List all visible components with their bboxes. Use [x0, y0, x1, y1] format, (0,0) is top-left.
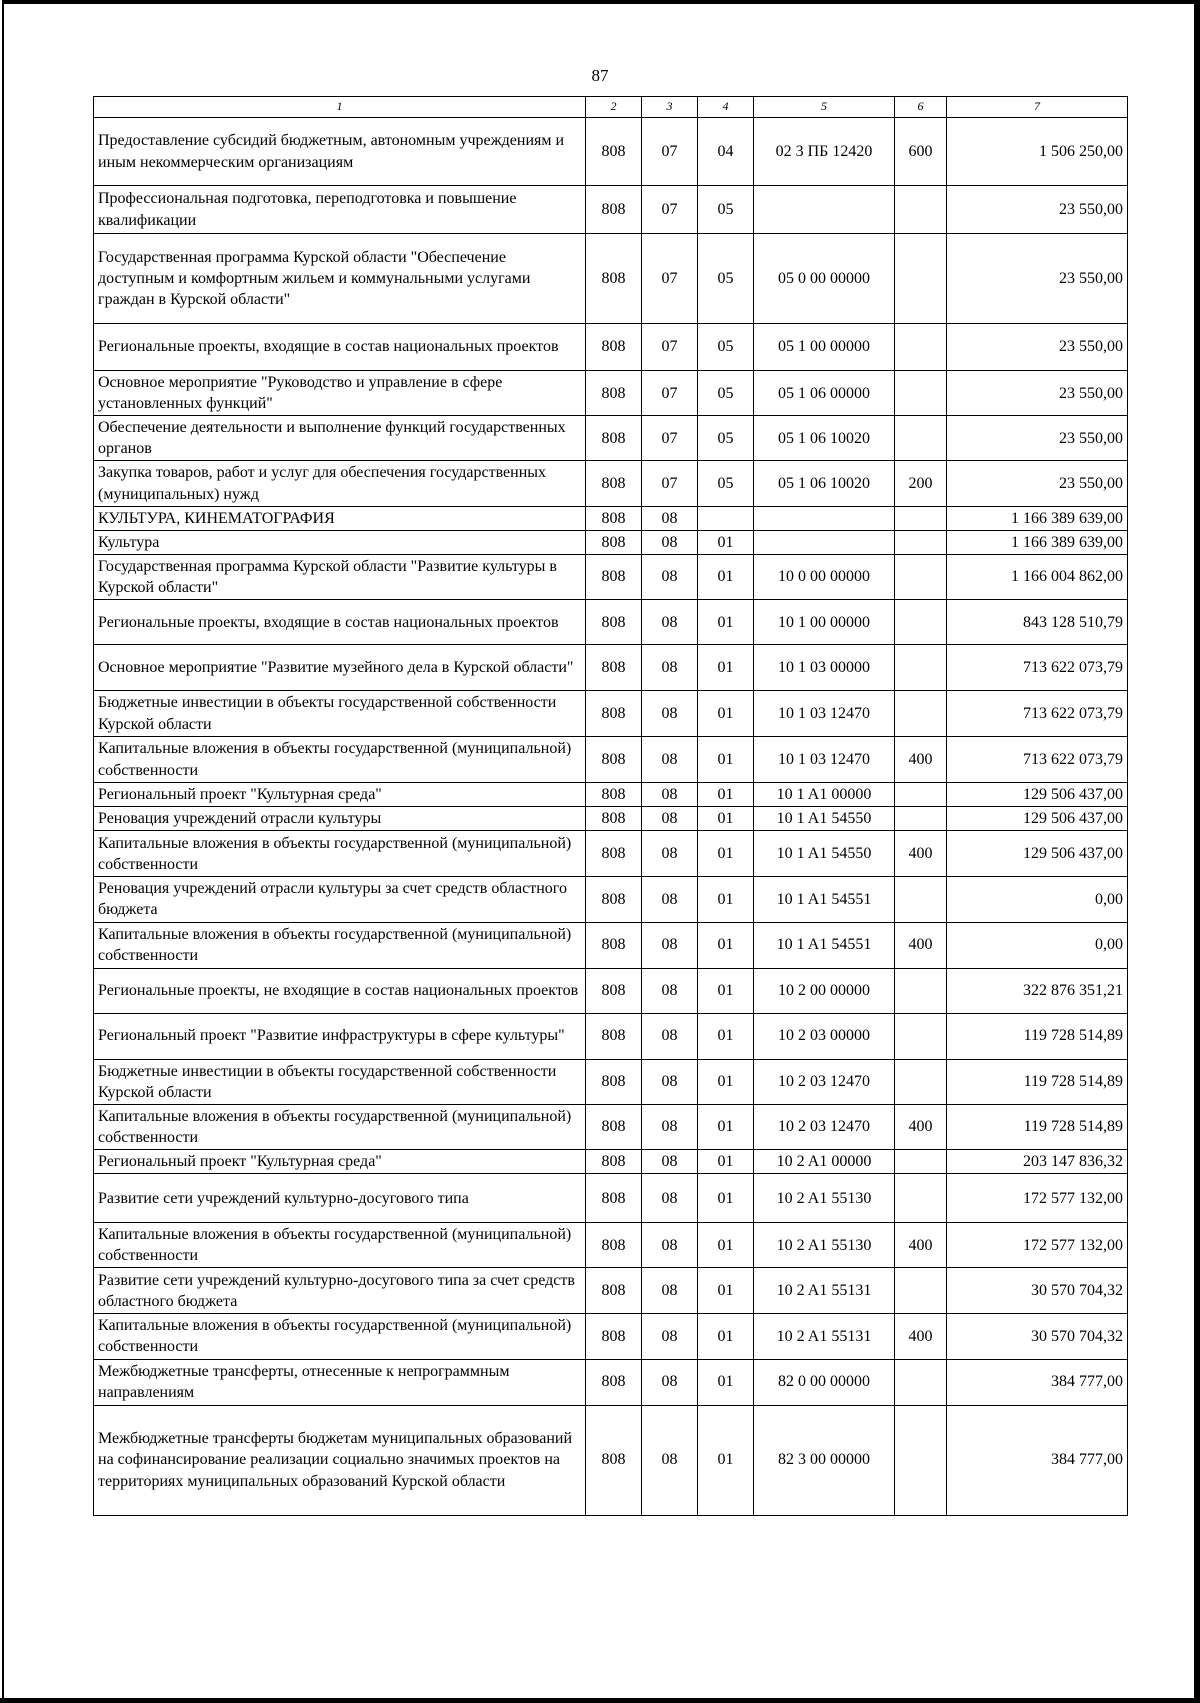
row-target-article: 10 2 03 12470: [754, 1059, 895, 1104]
column-header: 7: [947, 97, 1128, 118]
table-row: [94, 1149, 1128, 1173]
row-name: Капитальные вложения в объекты государственной (муниципальной) собственности: [94, 1314, 586, 1359]
row-subsection-code: 01: [698, 922, 754, 968]
row-subsection-code: 05: [698, 371, 754, 416]
table-row: [94, 877, 1128, 922]
row-name: Обеспечение деятельности и выполнение функций государственных органов: [94, 416, 586, 461]
row-amount: 119 728 514,89: [947, 1013, 1128, 1059]
row-section-code: 08: [642, 1174, 698, 1223]
row-amount: 1 166 389 639,00: [947, 530, 1128, 554]
row-expense-type: 400: [895, 1314, 947, 1359]
row-target-article: 82 0 00 00000: [754, 1359, 895, 1405]
row-name: Предоставление субсидий бюджетным, автономным учреждениям и иным некоммерческим организациям: [94, 118, 586, 186]
row-name: Основное мероприятие "Развитие музейного дела в Курской области": [94, 645, 586, 691]
column-header: 5: [754, 97, 895, 118]
row-grbs-code: 808: [586, 506, 642, 530]
row-grbs-code: 808: [586, 1268, 642, 1314]
row-section-code: 08: [642, 1223, 698, 1268]
row-grbs-code: 808: [586, 645, 642, 691]
table-row: [94, 461, 1128, 506]
row-name: КУЛЬТУРА, КИНЕМАТОГРАФИЯ: [94, 506, 586, 530]
table-row: [94, 737, 1128, 783]
row-target-article: [754, 530, 895, 554]
column-header: 6: [895, 97, 947, 118]
column-header: 2: [586, 97, 642, 118]
row-section-code: 08: [642, 691, 698, 737]
row-grbs-code: 808: [586, 371, 642, 416]
row-subsection-code: 01: [698, 1314, 754, 1359]
column-header: 3: [642, 97, 698, 118]
row-section-code: 08: [642, 645, 698, 691]
row-expense-type: [895, 600, 947, 645]
row-section-code: 08: [642, 877, 698, 922]
row-target-article: 10 1 A1 54550: [754, 831, 895, 877]
row-name: Капитальные вложения в объекты государственной (муниципальной) собственности: [94, 831, 586, 877]
row-section-code: 08: [642, 554, 698, 599]
row-grbs-code: 808: [586, 691, 642, 737]
row-expense-type: [895, 877, 947, 922]
table-row: [94, 554, 1128, 599]
scan-border-right: [1194, 0, 1200, 1703]
row-expense-type: [895, 783, 947, 807]
row-expense-type: 400: [895, 1223, 947, 1268]
row-grbs-code: 808: [586, 783, 642, 807]
row-expense-type: [895, 1013, 947, 1059]
row-amount: 843 128 510,79: [947, 600, 1128, 645]
row-subsection-code: 01: [698, 1223, 754, 1268]
row-amount: 30 570 704,32: [947, 1314, 1128, 1359]
row-grbs-code: 808: [586, 530, 642, 554]
row-subsection-code: 05: [698, 461, 754, 506]
row-name: Развитие сети учреждений культурно-досугового типа за счет средств областного бюджета: [94, 1268, 586, 1314]
column-header: 4: [698, 97, 754, 118]
row-target-article: 10 2 03 00000: [754, 1013, 895, 1059]
row-subsection-code: 01: [698, 783, 754, 807]
row-section-code: 08: [642, 831, 698, 877]
row-target-article: [754, 186, 895, 234]
row-expense-type: 400: [895, 1104, 947, 1149]
row-subsection-code: 01: [698, 530, 754, 554]
row-subsection-code: 01: [698, 691, 754, 737]
table-row: [94, 1059, 1128, 1104]
row-subsection-code: 01: [698, 737, 754, 783]
row-name: Региональный проект "Развитие инфраструктуры в сфере культуры": [94, 1013, 586, 1059]
row-amount: 129 506 437,00: [947, 783, 1128, 807]
row-target-article: 05 1 00 00000: [754, 324, 895, 371]
row-expense-type: [895, 554, 947, 599]
row-name: Региональный проект "Культурная среда": [94, 783, 586, 807]
row-subsection-code: 01: [698, 1013, 754, 1059]
table-row: [94, 371, 1128, 416]
row-name: Межбюджетные трансферты бюджетам муниципальных образований на софинансирование реализации социально значимых проектов на территориях муниципальных образований Курской области: [94, 1405, 586, 1515]
row-grbs-code: 808: [586, 1405, 642, 1515]
row-target-article: 05 1 06 10020: [754, 416, 895, 461]
row-name: Капитальные вложения в объекты государственной (муниципальной) собственности: [94, 737, 586, 783]
row-name: Региональные проекты, не входящие в состав национальных проектов: [94, 968, 586, 1013]
row-amount: 119 728 514,89: [947, 1104, 1128, 1149]
row-target-article: 10 1 A1 54550: [754, 807, 895, 831]
row-section-code: 08: [642, 737, 698, 783]
row-target-article: 82 3 00 00000: [754, 1405, 895, 1515]
budget-table: [93, 96, 1128, 1516]
table-row: [94, 1223, 1128, 1268]
table-row: [94, 922, 1128, 968]
row-name: Бюджетные инвестиции в объекты государственной собственности Курской области: [94, 1059, 586, 1104]
row-subsection-code: 01: [698, 600, 754, 645]
row-subsection-code: 04: [698, 118, 754, 186]
row-amount: 129 506 437,00: [947, 807, 1128, 831]
row-section-code: 07: [642, 461, 698, 506]
row-amount: 713 622 073,79: [947, 737, 1128, 783]
row-target-article: 10 2 A1 55131: [754, 1314, 895, 1359]
row-grbs-code: 808: [586, 1359, 642, 1405]
row-section-code: 07: [642, 118, 698, 186]
table-row: [94, 234, 1128, 324]
row-subsection-code: 01: [698, 645, 754, 691]
row-amount: 384 777,00: [947, 1359, 1128, 1405]
row-subsection-code: 01: [698, 831, 754, 877]
row-grbs-code: 808: [586, 807, 642, 831]
table-row: [94, 506, 1128, 530]
row-target-article: 10 2 A1 55131: [754, 1268, 895, 1314]
row-amount: 0,00: [947, 877, 1128, 922]
row-section-code: 07: [642, 416, 698, 461]
scan-border-top: [2, 0, 1198, 4]
row-expense-type: [895, 1059, 947, 1104]
row-section-code: 08: [642, 1013, 698, 1059]
row-expense-type: [895, 1405, 947, 1515]
row-expense-type: [895, 645, 947, 691]
row-expense-type: 400: [895, 922, 947, 968]
row-amount: 384 777,00: [947, 1405, 1128, 1515]
row-subsection-code: 01: [698, 877, 754, 922]
row-grbs-code: 808: [586, 600, 642, 645]
row-section-code: 08: [642, 506, 698, 530]
row-subsection-code: 01: [698, 1059, 754, 1104]
row-name: Региональный проект "Культурная среда": [94, 1149, 586, 1173]
row-amount: 129 506 437,00: [947, 831, 1128, 877]
column-header: 1: [94, 97, 586, 118]
row-name: Капитальные вложения в объекты государственной (муниципальной) собственности: [94, 1223, 586, 1268]
row-expense-type: [895, 416, 947, 461]
table-row: [94, 600, 1128, 645]
row-amount: 23 550,00: [947, 234, 1128, 324]
row-target-article: 10 1 A1 54551: [754, 922, 895, 968]
row-amount: 1 166 004 862,00: [947, 554, 1128, 599]
table-row: [94, 118, 1128, 186]
row-subsection-code: 05: [698, 186, 754, 234]
row-subsection-code: [698, 506, 754, 530]
row-subsection-code: 01: [698, 1268, 754, 1314]
row-subsection-code: 01: [698, 807, 754, 831]
row-subsection-code: 01: [698, 554, 754, 599]
row-section-code: 08: [642, 968, 698, 1013]
row-amount: 203 147 836,32: [947, 1149, 1128, 1173]
row-target-article: 05 1 06 10020: [754, 461, 895, 506]
row-target-article: 05 1 06 00000: [754, 371, 895, 416]
row-grbs-code: 808: [586, 1314, 642, 1359]
row-expense-type: [895, 371, 947, 416]
row-subsection-code: 01: [698, 1405, 754, 1515]
row-amount: 23 550,00: [947, 371, 1128, 416]
row-section-code: 08: [642, 1268, 698, 1314]
row-amount: 30 570 704,32: [947, 1268, 1128, 1314]
row-expense-type: 400: [895, 737, 947, 783]
row-name: Капитальные вложения в объекты государственной (муниципальной) собственности: [94, 1104, 586, 1149]
row-amount: 172 577 132,00: [947, 1223, 1128, 1268]
row-amount: 0,00: [947, 922, 1128, 968]
row-target-article: 02 3 ПБ 12420: [754, 118, 895, 186]
row-expense-type: [895, 234, 947, 324]
table-row: [94, 186, 1128, 234]
row-amount: 119 728 514,89: [947, 1059, 1128, 1104]
row-grbs-code: 808: [586, 1104, 642, 1149]
row-expense-type: [895, 506, 947, 530]
row-grbs-code: 808: [586, 461, 642, 506]
row-grbs-code: 808: [586, 186, 642, 234]
row-name: Государственная программа Курской области "Развитие культуры в Курской области": [94, 554, 586, 599]
row-target-article: 10 1 03 12470: [754, 737, 895, 783]
row-name: Реновация учреждений отрасли культуры: [94, 807, 586, 831]
row-target-article: 10 1 03 00000: [754, 645, 895, 691]
row-expense-type: [895, 1149, 947, 1173]
row-target-article: 10 2 00 00000: [754, 968, 895, 1013]
row-expense-type: 400: [895, 831, 947, 877]
row-expense-type: [895, 186, 947, 234]
row-expense-type: [895, 530, 947, 554]
row-name: Развитие сети учреждений культурно-досугового типа: [94, 1174, 586, 1223]
table-row: [94, 968, 1128, 1013]
row-amount: 23 550,00: [947, 461, 1128, 506]
row-target-article: [754, 506, 895, 530]
row-subsection-code: 05: [698, 324, 754, 371]
row-amount: 1 506 250,00: [947, 118, 1128, 186]
row-grbs-code: 808: [586, 324, 642, 371]
row-grbs-code: 808: [586, 118, 642, 186]
row-subsection-code: 05: [698, 234, 754, 324]
table-row: [94, 416, 1128, 461]
row-grbs-code: 808: [586, 1223, 642, 1268]
table-row: [94, 530, 1128, 554]
table-row: [94, 783, 1128, 807]
row-name: Государственная программа Курской области "Обеспечение доступным и комфортным жильем и коммунальными услугами граждан в Курской области": [94, 234, 586, 324]
scan-border-left: [2, 0, 4, 1703]
row-section-code: 07: [642, 234, 698, 324]
row-amount: 23 550,00: [947, 416, 1128, 461]
row-amount: 23 550,00: [947, 186, 1128, 234]
table-row: [94, 1013, 1128, 1059]
row-grbs-code: 808: [586, 968, 642, 1013]
row-name: Бюджетные инвестиции в объекты государственной собственности Курской области: [94, 691, 586, 737]
scan-border-bottom: [0, 1698, 1200, 1703]
row-amount: 713 622 073,79: [947, 691, 1128, 737]
row-amount: 713 622 073,79: [947, 645, 1128, 691]
row-expense-type: [895, 1174, 947, 1223]
row-amount: 172 577 132,00: [947, 1174, 1128, 1223]
row-section-code: 08: [642, 530, 698, 554]
row-section-code: 08: [642, 1149, 698, 1173]
row-grbs-code: 808: [586, 1013, 642, 1059]
row-subsection-code: 01: [698, 968, 754, 1013]
row-expense-type: 600: [895, 118, 947, 186]
table-row: [94, 324, 1128, 371]
row-name: Профессиональная подготовка, переподготовка и повышение квалификации: [94, 186, 586, 234]
row-target-article: 10 1 A1 54551: [754, 877, 895, 922]
row-section-code: 08: [642, 807, 698, 831]
table-row: [94, 831, 1128, 877]
row-target-article: 10 2 03 12470: [754, 1104, 895, 1149]
row-name: Реновация учреждений отрасли культуры за счет средств областного бюджета: [94, 877, 586, 922]
row-subsection-code: 01: [698, 1174, 754, 1223]
row-target-article: 10 2 A1 55130: [754, 1174, 895, 1223]
row-section-code: 08: [642, 1314, 698, 1359]
row-section-code: 07: [642, 371, 698, 416]
row-name: Межбюджетные трансферты, отнесенные к непрограммным направлениям: [94, 1359, 586, 1405]
row-grbs-code: 808: [586, 554, 642, 599]
row-target-article: 10 1 A1 00000: [754, 783, 895, 807]
row-name: Капитальные вложения в объекты государственной (муниципальной) собственности: [94, 922, 586, 968]
row-expense-type: [895, 968, 947, 1013]
row-grbs-code: 808: [586, 416, 642, 461]
table-row: [94, 1268, 1128, 1314]
row-section-code: 08: [642, 1059, 698, 1104]
row-target-article: 10 1 00 00000: [754, 600, 895, 645]
row-name: Закупка товаров, работ и услуг для обеспечения государственных (муниципальных) нужд: [94, 461, 586, 506]
row-name: Региональные проекты, входящие в состав национальных проектов: [94, 324, 586, 371]
row-section-code: 07: [642, 186, 698, 234]
row-subsection-code: 01: [698, 1104, 754, 1149]
row-section-code: 08: [642, 600, 698, 645]
row-target-article: 10 1 03 12470: [754, 691, 895, 737]
row-expense-type: 200: [895, 461, 947, 506]
row-subsection-code: 05: [698, 416, 754, 461]
row-expense-type: [895, 691, 947, 737]
row-subsection-code: 01: [698, 1149, 754, 1173]
row-amount: 23 550,00: [947, 324, 1128, 371]
row-expense-type: [895, 807, 947, 831]
row-grbs-code: 808: [586, 1059, 642, 1104]
row-amount: 322 876 351,21: [947, 968, 1128, 1013]
row-target-article: 10 0 00 00000: [754, 554, 895, 599]
row-expense-type: [895, 1268, 947, 1314]
column-number-header: [94, 97, 1128, 118]
row-section-code: 08: [642, 1405, 698, 1515]
table-row: [94, 1104, 1128, 1149]
row-name: Культура: [94, 530, 586, 554]
row-grbs-code: 808: [586, 922, 642, 968]
row-section-code: 08: [642, 783, 698, 807]
table-row: [94, 1314, 1128, 1359]
table-row: [94, 691, 1128, 737]
page-number: 87: [591, 66, 609, 85]
row-target-article: 10 2 A1 55130: [754, 1223, 895, 1268]
table-row: [94, 1174, 1128, 1223]
row-section-code: 08: [642, 922, 698, 968]
row-expense-type: [895, 1359, 947, 1405]
row-grbs-code: 808: [586, 1174, 642, 1223]
row-subsection-code: 01: [698, 1359, 754, 1405]
row-grbs-code: 808: [586, 877, 642, 922]
row-expense-type: [895, 324, 947, 371]
row-name: Региональные проекты, входящие в состав национальных проектов: [94, 600, 586, 645]
row-amount: 1 166 389 639,00: [947, 506, 1128, 530]
row-grbs-code: 808: [586, 737, 642, 783]
row-grbs-code: 808: [586, 831, 642, 877]
row-section-code: 08: [642, 1359, 698, 1405]
table-row: [94, 645, 1128, 691]
row-grbs-code: 808: [586, 1149, 642, 1173]
row-grbs-code: 808: [586, 234, 642, 324]
row-target-article: 10 2 A1 00000: [754, 1149, 895, 1173]
table-body: [94, 118, 1128, 1516]
table-row: [94, 1359, 1128, 1405]
row-section-code: 08: [642, 1104, 698, 1149]
row-name: Основное мероприятие "Руководство и управление в сфере установленных функций": [94, 371, 586, 416]
table-row: [94, 807, 1128, 831]
row-target-article: 05 0 00 00000: [754, 234, 895, 324]
table-row: [94, 1405, 1128, 1515]
row-section-code: 07: [642, 324, 698, 371]
